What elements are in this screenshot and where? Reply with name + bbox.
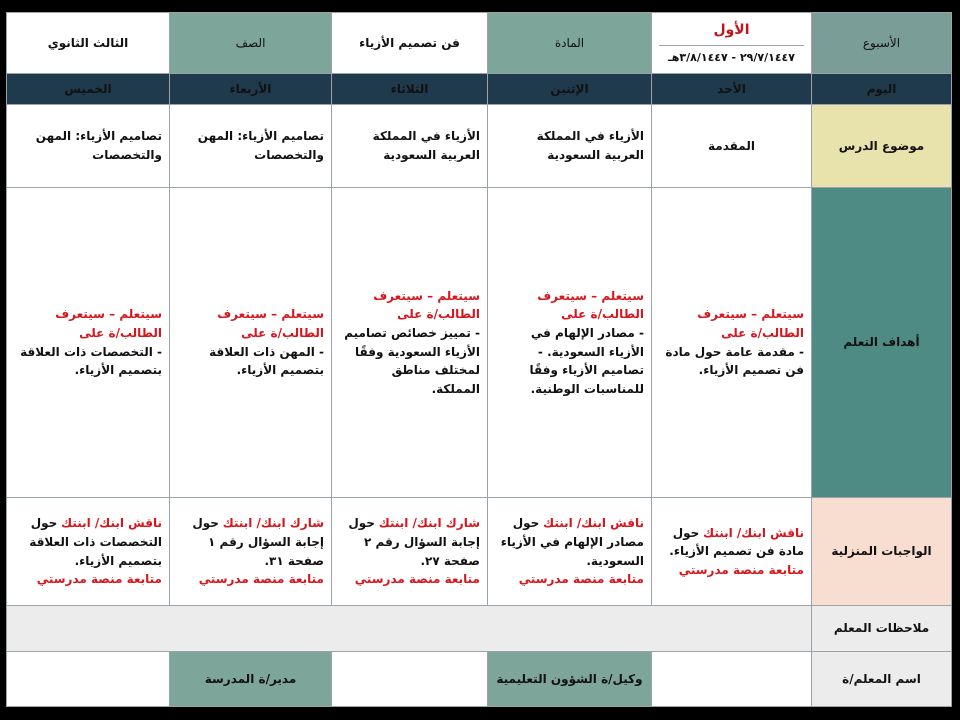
objectives-wednesday xyxy=(170,188,332,498)
vice-principal-field[interactable] xyxy=(332,652,488,707)
objectives-thursday xyxy=(7,188,170,498)
day-thursday: الخميس xyxy=(7,74,170,105)
topic-thursday: تصاميم الأزياء: المهن والتخصصات xyxy=(7,105,170,188)
objective-text: - مصادر الإلهام في الأزياء السعودية. - تصاميم الأزياء وفقًا للمناسبات الوطنية. xyxy=(529,325,644,396)
day-monday: الإثنين xyxy=(488,74,652,105)
notes-field[interactable] xyxy=(7,606,812,652)
homework-lead: شارك ابنك/ ابنتك xyxy=(222,516,324,531)
objectives-tuesday xyxy=(332,188,488,498)
subject-label: المادة xyxy=(488,13,652,74)
homework-tail: متابعة منصة مدرستي xyxy=(198,572,324,587)
day-sunday: الأحد xyxy=(652,74,812,105)
vice-principal-label: وكيل/ة الشؤون التعليمية xyxy=(488,652,652,707)
homework-row xyxy=(7,498,952,606)
teacher-name-label: اسم المعلم/ة xyxy=(812,652,952,707)
homework-wednesday xyxy=(170,498,332,606)
homework-lead: ناقش ابنك/ ابنتك xyxy=(703,525,804,540)
topic-tuesday: الأزياء في المملكة العربية السعودية xyxy=(332,105,488,188)
subject-value: فن تصميم الأزياء xyxy=(332,13,488,74)
day-tuesday: الثلاثاء xyxy=(332,74,488,105)
week-cell xyxy=(652,13,812,74)
header-row xyxy=(7,13,952,74)
objectives-row xyxy=(7,188,952,498)
objective-text: - المهن ذات العلاقة بتصميم الأزياء. xyxy=(209,344,324,378)
objective-lead: سيتعلم – سيتعرف الطالب/ة على xyxy=(373,288,480,322)
homework-text: حول التخصصات ذات العلاقة بتصميم الأزياء. xyxy=(29,516,162,568)
homework-tail: متابعة منصة مدرستي xyxy=(518,572,644,587)
week-dates: ٢٩/٧/١٤٤٧ - ٣/٨/١٤٤٧هـ xyxy=(668,50,795,64)
topic-label: موضوع الدرس xyxy=(812,105,952,188)
week-label: الأسبوع xyxy=(812,13,952,74)
homework-text: حول مادة فن تصميم الأزياء. xyxy=(669,525,804,559)
homework-text: حول إجابة السؤال رقم ١ صفحة ٣١. xyxy=(192,516,324,568)
weekly-plan-table xyxy=(6,12,952,707)
homework-tail: متابعة منصة مدرستي xyxy=(678,562,804,577)
grade-label: الصف xyxy=(170,13,332,74)
objective-text: - مقدمة عامة حول مادة فن تصميم الأزياء. xyxy=(665,344,804,378)
topic-row xyxy=(7,105,952,188)
objectives-monday xyxy=(488,188,652,498)
days-label: اليوم xyxy=(812,74,952,105)
homework-tail: متابعة منصة مدرستي xyxy=(36,572,162,587)
homework-tuesday xyxy=(332,498,488,606)
objective-text: - التخصصات ذات العلاقة بتصميم الأزياء. xyxy=(20,344,162,378)
homework-monday xyxy=(488,498,652,606)
homework-sunday xyxy=(652,498,812,606)
notes-row xyxy=(7,606,952,652)
homework-label: الواجبات المنزلية xyxy=(812,498,952,606)
objective-lead: سيتعلم – سيتعرف الطالب/ة على xyxy=(697,307,804,340)
objective-lead: سيتعلم – سيتعرف الطالب/ة على xyxy=(55,307,162,340)
principal-label: مدير/ة المدرسة xyxy=(170,652,332,707)
lesson-plan-sheet xyxy=(6,12,951,706)
homework-text: حول إجابة السؤال رقم ٢ صفحة ٢٧. xyxy=(348,516,480,568)
topic-sunday: المقدمة xyxy=(652,105,812,188)
homework-thursday xyxy=(7,498,170,606)
grade-value: الثالث الثانوي xyxy=(7,13,170,74)
homework-lead: ناقش ابنك/ ابنتك xyxy=(61,516,162,531)
principal-field[interactable] xyxy=(7,652,170,707)
topic-wednesday: تصاميم الأزياء: المهن والتخصصات xyxy=(170,105,332,188)
notes-label: ملاحظات المعلم xyxy=(812,606,952,652)
homework-lead: شارك ابنك/ ابنتك xyxy=(378,516,480,531)
topic-monday: الأزياء في المملكة العربية السعودية xyxy=(488,105,652,188)
signature-row xyxy=(7,652,952,707)
objectives-sunday xyxy=(652,188,812,498)
teacher-name-field[interactable] xyxy=(652,652,812,707)
objectives-label: أهداف التعلم xyxy=(812,188,952,498)
objective-text: - تمييز خصائص تصاميم الأزياء السعودية وفقًا لمختلف مناطق المملكة. xyxy=(344,325,480,396)
week-name: الأول xyxy=(659,17,804,46)
homework-lead: ناقش ابنك/ ابنتك xyxy=(543,516,644,531)
homework-tail: متابعة منصة مدرستي xyxy=(354,572,480,587)
days-row xyxy=(7,74,952,105)
objective-lead: سيتعلم – سيتعرف الطالب/ة على xyxy=(217,307,324,340)
homework-text: حول مصادر الإلهام في الأزياء السعودية. xyxy=(500,516,644,568)
objective-lead: سيتعلم – سيتعرف الطالب/ة على xyxy=(537,288,644,322)
day-wednesday: الأربعاء xyxy=(170,74,332,105)
